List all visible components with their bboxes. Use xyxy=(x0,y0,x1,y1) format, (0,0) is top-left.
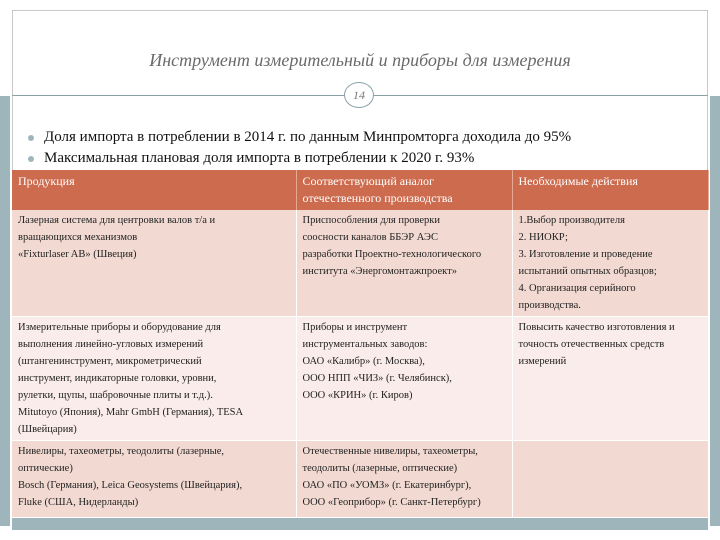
cell-line: 2. НИОКР; xyxy=(518,232,568,243)
cell-line: ООО «КРИН» (г. Киров) xyxy=(302,390,413,401)
slide-title: Инструмент измерительный и приборы для измерения xyxy=(149,50,571,70)
table-row xyxy=(12,441,708,518)
cell-line: (Швейцария) xyxy=(18,424,77,435)
cell-line: Нивелиры, тахеометры, теодолиты (лазерные, xyxy=(18,446,225,457)
cell-line: Bosch (Германия), Leica Geosystems (Швейцария), xyxy=(18,480,243,491)
cell-analog xyxy=(296,441,512,518)
cell-line: инструмент, индикаторные головки, уровни, xyxy=(18,373,217,384)
header-analog: Соответствующий аналог отечественного производства xyxy=(296,170,512,210)
products-table xyxy=(12,170,709,518)
cell-line: Повысить качество изготовления и xyxy=(518,322,675,333)
cell-line: выполнения линейно-угловых измерений xyxy=(18,339,204,350)
cell-analog xyxy=(296,210,512,317)
cell-line: 1.Выбор производителя xyxy=(518,215,625,226)
cell-product xyxy=(12,210,296,317)
table-row xyxy=(12,210,708,317)
cell-line: оптические) xyxy=(18,463,73,474)
cell-line: ООО НПП «ЧИЗ» (г. Челябинск), xyxy=(302,373,452,384)
cell-line: ООО «Геоприбор» (г. Санкт-Петербург) xyxy=(302,497,481,508)
cell-line: инструментальных заводов: xyxy=(302,339,428,350)
cell-line: Приспособления для проверки xyxy=(302,215,441,226)
cell-line: вращающихся механизмов xyxy=(18,232,138,243)
cell-line: 4. Организация серийного xyxy=(518,283,636,294)
cell-line: ОАО «ПО «УОМЗ» (г. Екатеринбург), xyxy=(302,480,472,491)
cell-line: Измерительные приборы и оборудование для xyxy=(18,322,221,333)
header-actions: Необходимые действия xyxy=(512,170,708,210)
cell-product xyxy=(12,441,296,518)
cell-line: института «Энергомонтажпроект» xyxy=(302,266,457,277)
left-accent-strip xyxy=(0,96,10,526)
cell-product xyxy=(12,317,296,441)
cell-line: точность отечественных средств xyxy=(518,339,665,350)
bullet-item xyxy=(24,127,704,148)
cell-line: соосности каналов ББЭР АЭС xyxy=(302,232,438,243)
cell-line: Mitutoyo (Япония), Mahr GmbH (Германия), TESA xyxy=(18,407,244,418)
cell-line: Приборы и инструмент xyxy=(302,322,408,333)
bullet-text: Доля импорта в потреблении в 2014 г. по данным Минпромторга доходила до 95% xyxy=(44,129,572,145)
cell-line: испытаний опытных образцов; xyxy=(518,266,657,277)
bullet-dot-icon xyxy=(28,135,34,141)
bullet-text: Максимальная плановая доля импорта в потреблении к 2020 г. 93% xyxy=(44,150,475,166)
bullet-item xyxy=(24,148,704,169)
cell-line: ОАО «Калибр» (г. Москва), xyxy=(302,356,425,367)
cell-analog xyxy=(296,317,512,441)
table-row xyxy=(12,317,708,441)
cell-actions xyxy=(512,441,708,518)
cell-line: «Fixturlaser AB» (Швеция) xyxy=(18,249,137,260)
header-product: Продукция xyxy=(12,170,296,210)
right-accent-strip xyxy=(710,96,720,526)
cell-line: разработки Проектно-технологического xyxy=(302,249,482,260)
page-number-badge: 14 xyxy=(344,82,374,108)
cell-line: производства. xyxy=(518,300,581,311)
cell-line: теодолиты (лазерные, оптические) xyxy=(302,463,458,474)
bullet-list xyxy=(24,127,704,169)
cell-line: рулетки, щупы, шабровочные плиты и т.д.). xyxy=(18,390,213,401)
table-header-row xyxy=(12,170,708,210)
bullet-dot-icon xyxy=(28,156,34,162)
cell-line: 3. Изготовление и проведение xyxy=(518,249,653,260)
cell-line: Лазерная система для центровки валов т/а и xyxy=(18,215,216,226)
cell-actions xyxy=(512,210,708,317)
cell-line: Fluke (США, Нидерланды) xyxy=(18,497,139,508)
cell-line: измерений xyxy=(518,356,567,367)
cell-line: Отечественные нивелиры, тахеометры, xyxy=(302,446,478,457)
cell-actions xyxy=(512,317,708,441)
cell-line: (штангенинструмент, микрометрический xyxy=(18,356,202,367)
